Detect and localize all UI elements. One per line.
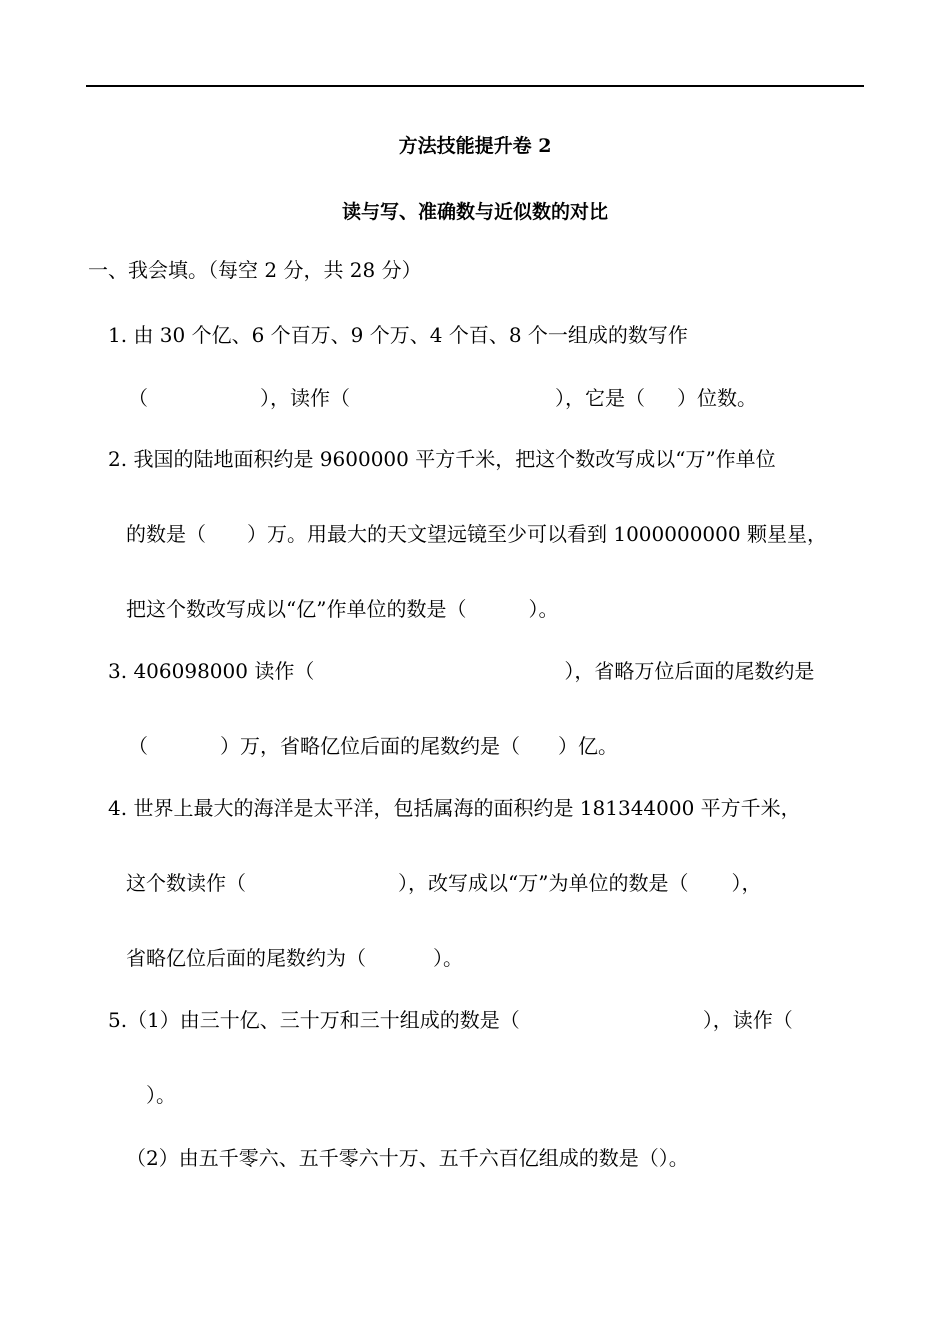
- q2-text-end: ）。: [528, 597, 559, 621]
- section-heading: 一、我会填。（每空 2 分，共 28 分）: [88, 258, 422, 282]
- q2-text-yi: 把这个数改写成以“亿”作单位的数是（: [126, 597, 467, 621]
- q5-line-1: [108, 1008, 793, 1032]
- q3-paren-open: （: [128, 734, 148, 758]
- q3-text-start: 3. 406098000 读作（: [108, 659, 315, 683]
- page-title: 方法技能提升卷 2: [398, 135, 552, 157]
- q4-text-end: ）。: [433, 946, 463, 970]
- q1-text-digits: ），它是（: [555, 386, 645, 410]
- q3-text-wan: ），省略万位后面的尾数约是: [564, 659, 815, 683]
- q1-text-read: ），读作（: [260, 386, 350, 410]
- q4-line-3: [126, 946, 463, 970]
- q4-text-start: 这个数读作（: [126, 871, 246, 895]
- q4-line-1: 4. 世界上最大的海洋是太平洋，包括属海的面积约是 181344000 平方千米，: [108, 796, 801, 820]
- q5-line-3: （2）由五千零六、五千零六十万、五千六百亿组成的数是（）。: [126, 1146, 689, 1170]
- q1-paren-open: （: [128, 386, 148, 410]
- q2-text-start: 的数是（: [126, 522, 206, 546]
- q1-line-1: 1. 由 30 个亿、6 个百万、9 个万、4 个百、8 个一组成的数写作: [108, 323, 688, 347]
- q2-line-2: [126, 522, 827, 546]
- q2-line-1: 2. 我国的陆地面积约是 9600000 平方千米，把这个数改写成以“万”作单位: [108, 447, 776, 471]
- q5-text-start: 5.（1）由三十亿、三十万和三十组成的数是（: [108, 1008, 520, 1032]
- q1-line-2: [128, 386, 757, 410]
- q4-text-comma: ），: [731, 871, 762, 895]
- q4-text-wan: ），改写成以“万”为单位的数是（: [398, 871, 689, 895]
- q1-text-end: ）位数。: [677, 386, 757, 410]
- q4-line-2: [126, 871, 761, 895]
- q4-text-yi: 省略亿位后面的尾数约为（: [126, 946, 366, 970]
- q3-line-1: [108, 659, 814, 683]
- q3-text-yi: ）万，省略亿位后面的尾数约是（: [220, 734, 520, 758]
- q3-text-end: ）亿。: [558, 734, 618, 758]
- q5-text-read: ），读作（: [702, 1008, 793, 1032]
- q2-line-3: [126, 597, 558, 621]
- q2-text-stars: ）万。用最大的天文望远镜至少可以看到 1000000000 颗星星，: [247, 522, 827, 546]
- q5-line-2: ）。: [146, 1083, 176, 1107]
- header-rule: [86, 85, 864, 87]
- q3-line-2: [128, 734, 618, 758]
- page-subtitle: 读与写、准确数与近似数的对比: [341, 201, 608, 223]
